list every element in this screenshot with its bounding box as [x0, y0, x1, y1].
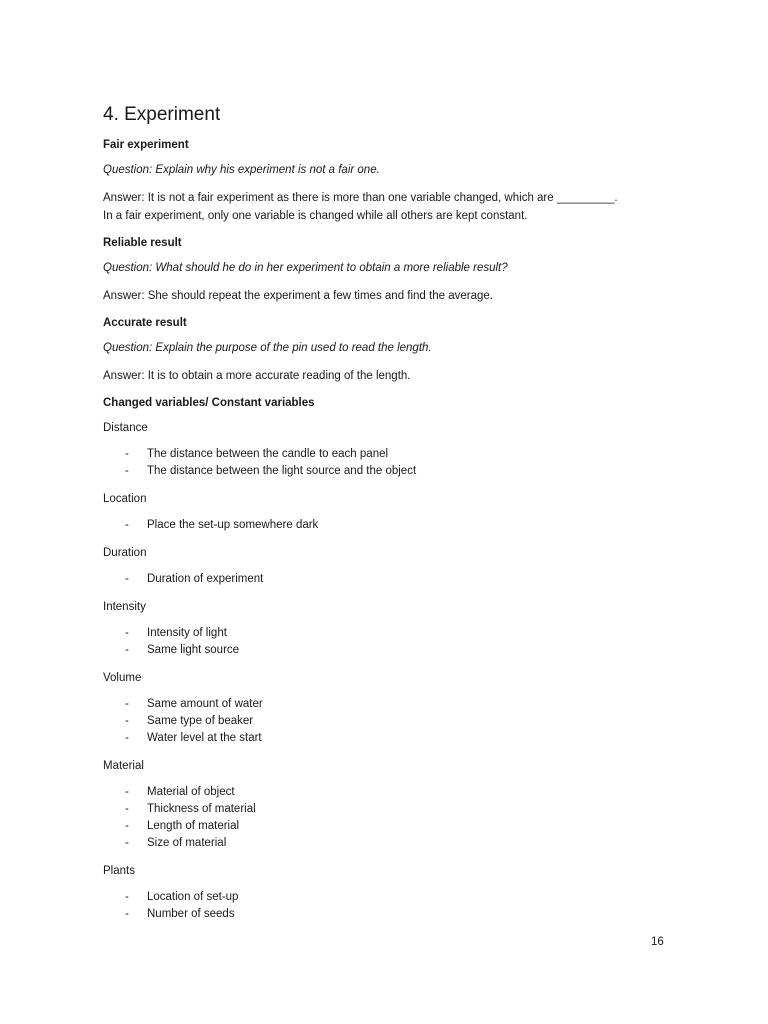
list-item-text: Size of material [147, 837, 227, 849]
list-item [103, 517, 673, 534]
list-item [103, 642, 673, 659]
variable-group-name: Plants [103, 865, 135, 877]
page-number: 16 [651, 936, 664, 948]
list-item-text: Same amount of water [147, 698, 263, 710]
list-item [103, 818, 673, 835]
reliable-result-title: Reliable result [103, 237, 182, 249]
accurate-result-question: Question: Explain the purpose of the pin used to read the length. [103, 342, 432, 354]
dash-marker: - [125, 519, 129, 531]
list-item [103, 571, 673, 588]
variable-group-list [103, 625, 673, 659]
variable-group-list [103, 696, 673, 747]
list-item-text: The distance between the light source and the object [147, 465, 417, 477]
dash-marker: - [125, 803, 129, 815]
section-heading: 4. Experiment [103, 104, 221, 125]
list-item [103, 696, 673, 713]
fair-experiment-title: Fair experiment [103, 139, 189, 151]
dash-marker: - [125, 908, 129, 920]
variable-group-name: Duration [103, 547, 147, 559]
dash-marker: - [125, 820, 129, 832]
list-item [103, 463, 673, 480]
variables-title: Changed variables/ Constant variables [103, 397, 315, 409]
variable-groups [103, 421, 673, 923]
variable-group-list [103, 446, 673, 480]
list-item-text: Intensity of light [147, 627, 227, 639]
list-item [103, 784, 673, 801]
variable-group-name: Location [103, 493, 147, 505]
variable-group-list [103, 571, 673, 588]
fair-experiment-answer [103, 189, 673, 225]
list-item-text: Thickness of material [147, 803, 256, 815]
reliable-result-answer: Answer: She should repeat the experiment a few times and find the average. [103, 290, 493, 302]
list-item-text: Length of material [147, 820, 240, 832]
dash-marker: - [125, 786, 129, 798]
dash-marker: - [125, 627, 129, 639]
list-item-text: The distance between the candle to each panel [147, 448, 389, 460]
dash-marker: - [125, 573, 129, 585]
list-item [103, 889, 673, 906]
variable-group-name: Distance [103, 422, 148, 434]
fair-experiment-answer-line-2: In a fair experiment, only one variable is changed while all others are kept constant. [103, 210, 528, 222]
dash-marker: - [125, 837, 129, 849]
list-item-text: Material of object [147, 786, 235, 798]
dash-marker: - [125, 715, 129, 727]
list-item-text: Same light source [147, 644, 240, 656]
dash-marker: - [125, 465, 129, 477]
dash-marker: - [125, 644, 129, 656]
variable-group-name: Material [103, 760, 144, 772]
list-item-text: Water level at the start [147, 732, 262, 744]
list-item [103, 801, 673, 818]
list-item [103, 730, 673, 747]
variable-group-name: Intensity [103, 601, 146, 613]
list-item-text: Place the set-up somewhere dark [147, 519, 319, 531]
list-item-text: Duration of experiment [147, 573, 264, 585]
list-item-text: Location of set-up [147, 891, 239, 903]
accurate-result-title: Accurate result [103, 317, 187, 329]
list-item [103, 713, 673, 730]
dash-marker: - [125, 698, 129, 710]
accurate-result-answer: Answer: It is to obtain a more accurate reading of the length. [103, 370, 411, 382]
fair-experiment-answer-line-1: Answer: It is not a fair experiment as there is more than one variable changed, which are _________. [103, 192, 618, 204]
list-item [103, 625, 673, 642]
variable-group-list [103, 517, 673, 534]
dash-marker: - [125, 732, 129, 744]
reliable-result-question: Question: What should he do in her experiment to obtain a more reliable result? [103, 262, 508, 274]
variable-group-list [103, 784, 673, 852]
variable-group-name: Volume [103, 672, 142, 684]
fair-experiment-question: Question: Explain why his experiment is not a fair one. [103, 164, 380, 176]
list-item [103, 446, 673, 463]
variable-group-list [103, 889, 673, 923]
list-item [103, 835, 673, 852]
dash-marker: - [125, 891, 129, 903]
dash-marker: - [125, 448, 129, 460]
list-item [103, 906, 673, 923]
list-item-text: Same type of beaker [147, 715, 254, 727]
page-content [103, 104, 673, 935]
list-item-text: Number of seeds [147, 908, 235, 920]
